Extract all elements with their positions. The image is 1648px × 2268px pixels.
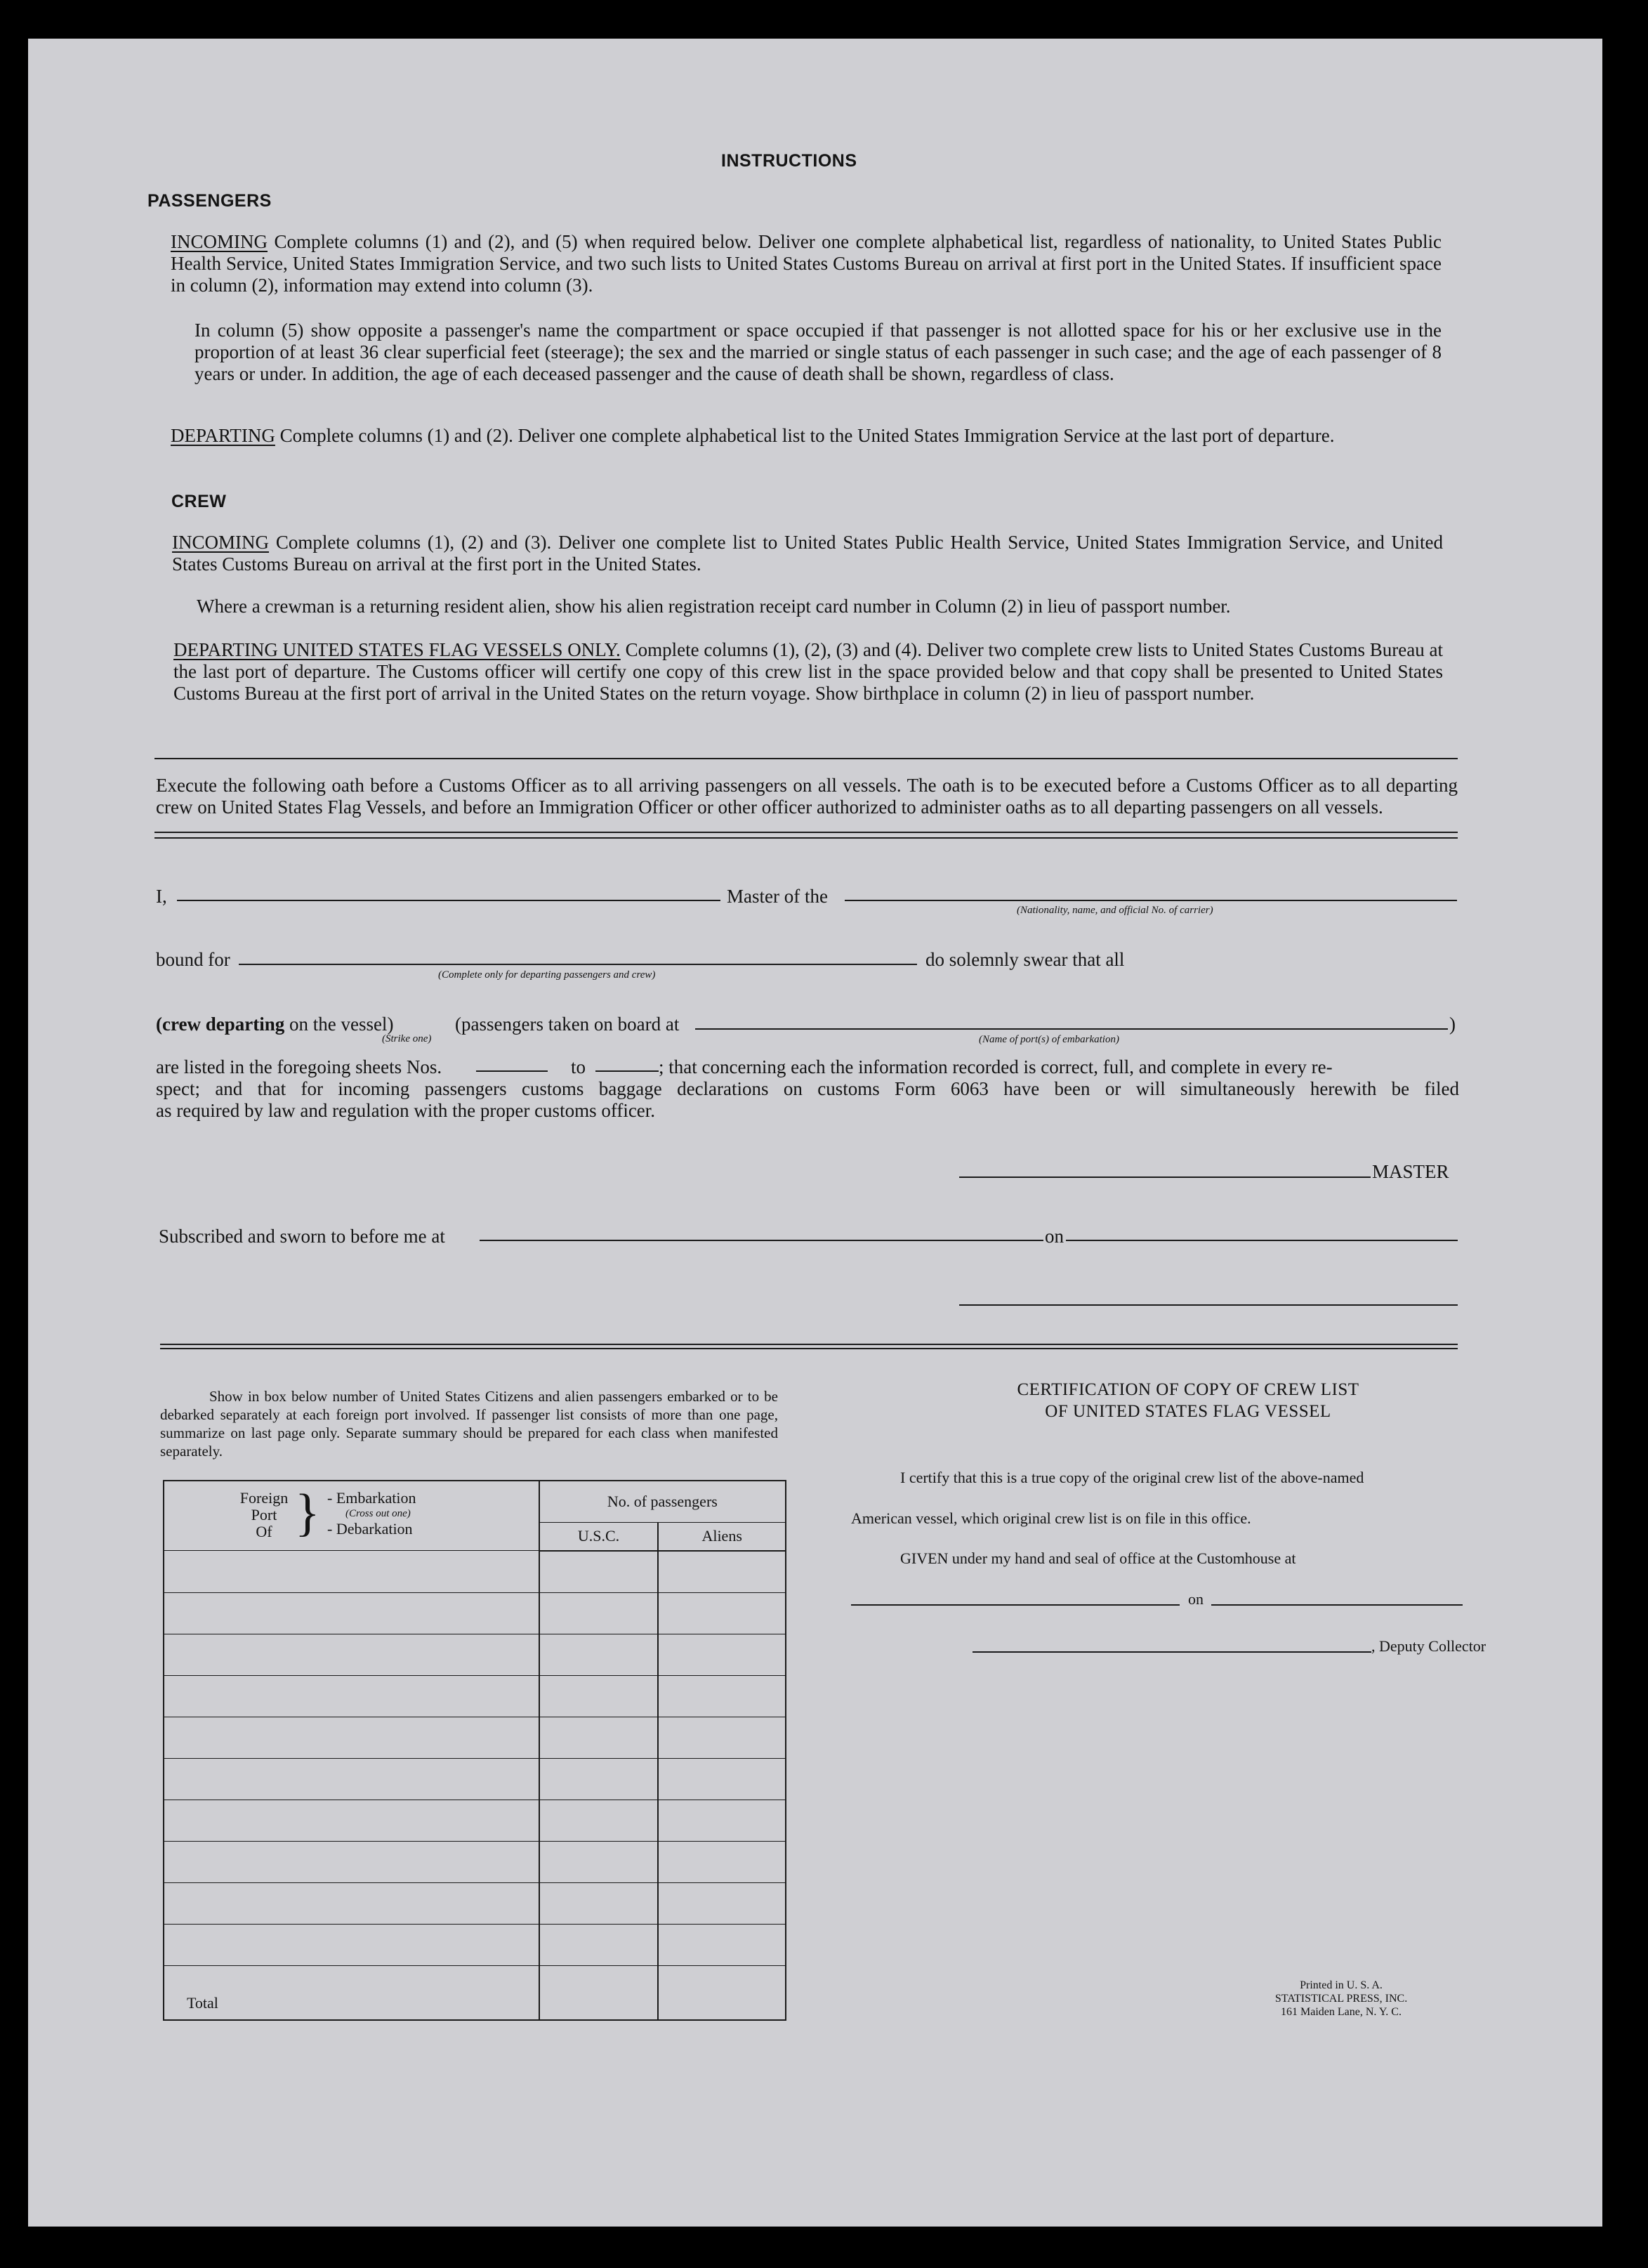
- port-cell[interactable]: [164, 1924, 539, 1965]
- master-name-line[interactable]: [177, 900, 720, 901]
- aliens-cell[interactable]: [658, 1800, 786, 1841]
- nationality-note: (Nationality, name, and official No. of carrier): [1017, 905, 1213, 916]
- table-row: [164, 1634, 786, 1675]
- close-paren: ): [1449, 1014, 1456, 1035]
- total-aliens-cell[interactable]: [658, 1965, 786, 2020]
- listed-text-d: as required by law and regulation with the proper customs officer.: [156, 1100, 656, 1121]
- table-row: [164, 1841, 786, 1882]
- printer-imprint: [1250, 1979, 1432, 2019]
- usc-cell[interactable]: [539, 1882, 659, 1924]
- on-vessel-text: on the vessel): [289, 1014, 394, 1035]
- of-label: Of: [256, 1523, 272, 1540]
- port-cell[interactable]: [164, 1882, 539, 1924]
- table-row: [164, 1924, 786, 1965]
- subscribed-place-line[interactable]: [480, 1240, 1043, 1241]
- table-row: [164, 1592, 786, 1634]
- usc-cell[interactable]: [539, 1675, 659, 1717]
- usc-cell[interactable]: [539, 1551, 659, 1593]
- passengers-heading: PASSENGERS: [147, 191, 272, 211]
- table-row: [164, 1675, 786, 1717]
- table-row: [164, 1551, 786, 1593]
- oath-i-label: I,: [156, 886, 167, 907]
- certify-line-2: American vessel, which original crew list is on file in this office.: [851, 1509, 1251, 1527]
- port-cell[interactable]: [164, 1592, 539, 1634]
- foreign-label: Foreign: [239, 1489, 289, 1507]
- oath-instruction: Execute the following oath before a Customs Officer as to all arriving passengers on all vessels. The oath is to be executed before a Customs Officer as to all departing crew on United States Flag Vessels, and before an Immigration Officer or other officer authorized to administer oaths as to all departing passengers on all vessels.: [156, 775, 1458, 818]
- passenger-summary-table: [163, 1480, 786, 2021]
- port-cell[interactable]: [164, 1758, 539, 1800]
- aliens-cell[interactable]: [658, 1717, 786, 1758]
- swear-label: do solemnly swear that all: [925, 949, 1125, 970]
- total-usc-cell[interactable]: [539, 1965, 659, 2020]
- passengers-departing-label: DEPARTING: [171, 425, 275, 446]
- table-row: [164, 1758, 786, 1800]
- deputy-collector-label: , Deputy Collector: [1371, 1637, 1487, 1655]
- master-signature-line[interactable]: [959, 1176, 1371, 1178]
- usc-cell[interactable]: [539, 1924, 659, 1965]
- master-label: MASTER: [1372, 1161, 1449, 1182]
- form-sheet: [28, 39, 1602, 2227]
- no-passengers-header: No. of passengers: [539, 1481, 786, 1523]
- aliens-cell[interactable]: [658, 1675, 786, 1717]
- subscribed-date-line[interactable]: [1066, 1240, 1458, 1241]
- deputy-signature-line[interactable]: [973, 1651, 1371, 1653]
- usc-cell[interactable]: [539, 1592, 659, 1634]
- passengers-incoming-text: Complete columns (1) and (2), and (5) when required below. Deliver one complete alphabetical list, regardless of nationality, to United States Public Health Service, United States Immigration Service, and two such lists to United States Customs Bureau on arrival at first port in the United States. If insufficient space in column (2), information may extend into column (3).: [171, 231, 1442, 296]
- crewman-paragraph: Where a crewman is a returning resident alien, show his alien registration receipt card number in Column (2) in lieu of passport number.: [197, 596, 1231, 617]
- crew-departing-text: Complete columns (1), (2), (3) and (4). Deliver two complete crew lists to United States Customs Bureau at the last port of departure. The Customs officer will certify one copy of this crew list in the space provided below and that copy shall be presented to United States Customs Bureau at the first port of arrival in the United States on the return voyage. Show birthplace in column (2) in lieu of passport number.: [173, 639, 1444, 704]
- usc-cell[interactable]: [539, 1800, 659, 1841]
- officer-signature-line[interactable]: [959, 1304, 1458, 1306]
- listed-to: to: [571, 1056, 586, 1077]
- column5-paragraph: In column (5) show opposite a passenger's name the compartment or space occupied if that passenger is not allotted space for his or her exclusive use in the proportion of at least 36 clear superficial feet (steerage); the sex and the married or single status of each passenger in such case; and the age of each passenger of 8 years or under. In addition, the age of each deceased passenger and the cause of death shall be shown, regardless of class.: [195, 320, 1442, 384]
- port-cell[interactable]: [164, 1841, 539, 1882]
- crew-heading: CREW: [171, 492, 227, 511]
- crew-departing-option[interactable]: [156, 1014, 393, 1035]
- sheet-from-line[interactable]: [476, 1070, 548, 1072]
- table-row: [164, 1800, 786, 1841]
- printer-line-1: Printed in U. S. A.: [1300, 1979, 1383, 1991]
- divider-top: [154, 758, 1458, 759]
- bound-for-line[interactable]: [239, 964, 917, 965]
- aliens-cell[interactable]: [658, 1758, 786, 1800]
- usc-cell[interactable]: [539, 1841, 659, 1882]
- port-cell[interactable]: [164, 1675, 539, 1717]
- passengers-taken-option[interactable]: (passengers taken on board at: [455, 1014, 680, 1035]
- embarkation-option[interactable]: - Embarkation: [327, 1489, 416, 1507]
- certification-title-2: OF UNITED STATES FLAG VESSEL: [1045, 1402, 1331, 1421]
- foreign-port-header: [164, 1481, 539, 1551]
- ports-note: (Name of port(s) of embarkation): [979, 1034, 1119, 1045]
- certify-line-1: I certify that this is a true copy of the original crew list of the above-named: [900, 1469, 1364, 1486]
- cert-date-line[interactable]: [1211, 1604, 1463, 1606]
- summary-instructions: Show in box below number of United States Citizens and alien passengers embarked or to be debarked separately at each foreign port involved. If passenger list consists of more than one page, summarize on last page only. Separate summary should be prepared for each class when manifested separately.: [160, 1388, 778, 1460]
- carrier-line[interactable]: [845, 900, 1457, 901]
- subscribed-label: Subscribed and sworn to before me at: [159, 1226, 445, 1247]
- passengers-departing-paragraph: [171, 425, 1442, 447]
- total-label: Total: [164, 1965, 539, 2020]
- aliens-cell[interactable]: [658, 1924, 786, 1965]
- table-total-row: [164, 1965, 786, 2020]
- port-cell[interactable]: [164, 1717, 539, 1758]
- aliens-cell[interactable]: [658, 1551, 786, 1593]
- crew-incoming-label: INCOMING: [172, 532, 269, 553]
- crew-departing-paragraph: [173, 639, 1443, 704]
- master-of-label: Master of the: [727, 886, 828, 907]
- embarkation-ports-line[interactable]: [695, 1028, 1448, 1030]
- strike-note: (Strike one): [382, 1033, 432, 1044]
- double-divider: [154, 832, 1458, 839]
- listed-text-c-span: spect; and that for incoming passengers customs baggage declarations on customs Form 6063 have been or will simultaneously herewith be filed: [156, 1078, 1459, 1099]
- sheet-to-line[interactable]: [595, 1070, 659, 1072]
- brace-icon: }: [295, 1484, 320, 1542]
- usc-header: U.S.C.: [539, 1523, 659, 1551]
- port-cell[interactable]: [164, 1800, 539, 1841]
- bound-for-label: bound for: [156, 949, 230, 970]
- usc-cell[interactable]: [539, 1634, 659, 1675]
- aliens-cell[interactable]: [658, 1882, 786, 1924]
- aliens-header: Aliens: [658, 1523, 786, 1551]
- listed-text-b: ; that concerning each the information recorded is correct, full, and complete in every re-: [659, 1056, 1333, 1077]
- aliens-cell[interactable]: [658, 1841, 786, 1882]
- port-cell[interactable]: [164, 1551, 539, 1593]
- usc-cell[interactable]: [539, 1758, 659, 1800]
- listed-label: are listed in the foregoing sheets Nos.: [156, 1056, 442, 1077]
- usc-cell[interactable]: [539, 1717, 659, 1758]
- passengers-incoming-label: INCOMING: [171, 231, 268, 252]
- subscribed-on-label: on: [1045, 1226, 1064, 1247]
- lower-double-divider: [160, 1344, 1458, 1349]
- given-line: GIVEN under my hand and seal of office at the Customhouse at: [900, 1549, 1296, 1567]
- crew-departing-text: (crew departing: [156, 1014, 285, 1035]
- printer-line-2: STATISTICAL PRESS, INC.: [1274, 1993, 1408, 2005]
- aliens-cell[interactable]: [658, 1592, 786, 1634]
- crew-incoming-text: Complete columns (1), (2) and (3). Deliver one complete list to United States Public Health Service, United States Immigration Service, and United States Customs Bureau on arrival at the first port in the United States.: [172, 532, 1443, 575]
- printer-line-3: 161 Maiden Lane, N. Y. C.: [1281, 2006, 1402, 2018]
- crew-departing-label: DEPARTING UNITED STATES FLAG VESSELS ONLY.: [173, 639, 621, 660]
- port-cell[interactable]: [164, 1634, 539, 1675]
- page-title: INSTRUCTIONS: [721, 151, 857, 171]
- aliens-cell[interactable]: [658, 1634, 786, 1675]
- crew-incoming-paragraph: [172, 532, 1443, 575]
- port-label: Port: [251, 1506, 277, 1523]
- table-row: [164, 1882, 786, 1924]
- passengers-incoming-paragraph: [171, 231, 1442, 296]
- passengers-departing-text: Complete columns (1) and (2). Deliver one complete alphabetical list to the United States Immigration Service at the last port of departure.: [279, 425, 1335, 446]
- certification-title-1: CERTIFICATION OF COPY OF CREW LIST: [1017, 1380, 1359, 1399]
- debarkation-option[interactable]: - Debarkation: [327, 1520, 413, 1538]
- customhouse-line[interactable]: [851, 1604, 1180, 1606]
- table-row: [164, 1717, 786, 1758]
- cert-on-label: on: [1188, 1590, 1204, 1608]
- complete-note: (Complete only for departing passengers and crew): [438, 969, 656, 981]
- cross-out-note: (Cross out one): [345, 1508, 411, 1519]
- certification-title: [949, 1379, 1427, 1422]
